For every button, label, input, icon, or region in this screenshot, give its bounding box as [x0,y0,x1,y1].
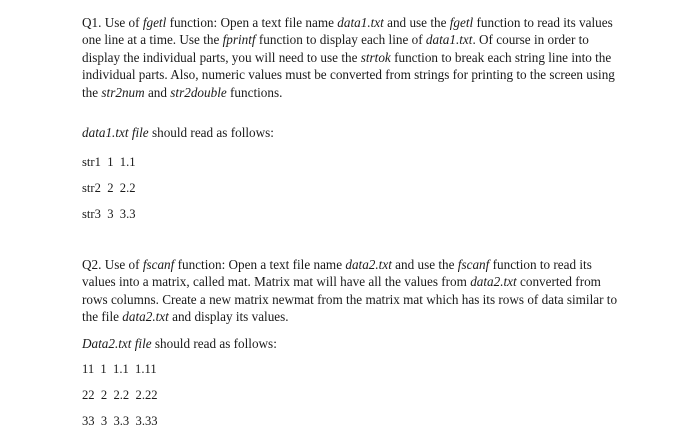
italic-term: str2num [101,84,145,100]
data2-line-3: 33 3 3.3 3.33 [82,414,158,428]
text-run: and use the [383,15,450,30]
text-run: Q2. Use of [82,257,143,272]
text-run: function: Open a text file name [174,257,346,272]
italic-term: str2double [170,84,227,100]
text-run: function to read its values one line at a time. Use the [82,15,613,48]
question-1-file-name: data1.txt file [82,125,149,140]
italic-term: data2.txt [122,309,169,325]
data2-line-1: 11 1 1.1 1.11 [82,362,157,376]
italic-term: data2.txt [345,257,392,272]
data1-line-1: str1 1 1.1 [82,155,136,169]
question-2-file-heading [82,335,277,352]
italic-term: fscanf [457,257,490,272]
italic-term: fscanf [142,257,175,272]
question-2-file-heading-rest: should read as follows: [151,336,277,351]
italic-term: data1.txt [425,32,473,48]
italic-term: fprintf [222,32,256,48]
text-run: function: Open a text file name [166,15,338,30]
question-2-file-name: Data2.txt file [82,336,152,351]
italic-term: data1.txt [337,15,384,30]
text-run: function to display each line of [255,32,426,48]
question-2-paragraph [82,256,622,326]
text-run: functions. [226,84,283,100]
text-run: and use the [391,257,458,272]
question-1-paragraph [82,14,622,101]
text-run: and display its values. [168,309,289,325]
data2-line-2: 22 2 2.2 2.22 [82,388,158,402]
text-run: and [144,84,171,100]
italic-term: fgetl [449,15,474,30]
question-1-file-heading [82,124,274,141]
italic-term: strtok [360,49,391,65]
data1-line-3: str3 3 3.3 [82,207,136,221]
text-run: . Of course in order to display the individual parts, you will need to use the [82,32,589,65]
italic-term: data2.txt [470,274,517,290]
question-1-file-heading-rest: should read as follows: [148,125,274,140]
data1-line-2: str2 2 2.2 [82,181,136,195]
text-run: Q1. Use of [82,15,143,30]
text-run: converted from rows columns. Create a new matrix newmat from the matrix mat which has its rows of data similar to the file [82,274,618,325]
italic-term: fgetl [142,15,167,30]
text-run: function to read its values into a matrix, called mat. Matrix mat will have all the values from [82,257,592,290]
text-run: function to break each string line into the individual parts. Also, numeric values must be converted from strings for printing to the screen using the [82,49,615,100]
